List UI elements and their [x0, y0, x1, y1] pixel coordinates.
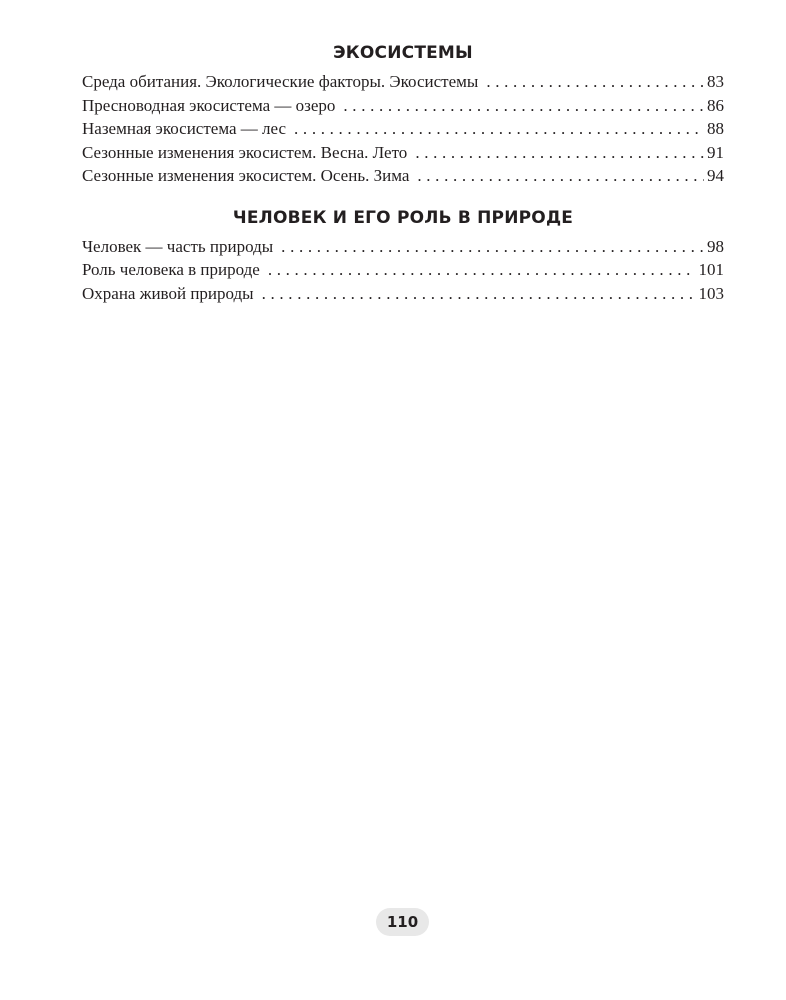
table-of-contents: [82, 38, 724, 305]
toc-entry-page: 88: [707, 119, 724, 138]
dot-leader: [417, 164, 704, 188]
toc-entry[interactable]: [82, 70, 724, 94]
dot-leader: [281, 235, 704, 259]
toc-entry[interactable]: [82, 94, 724, 118]
toc-entry-title: Сезонные изменения экосистем. Осень. Зима: [82, 166, 410, 185]
toc-entry-title: Роль человека в природе: [82, 260, 260, 279]
toc-entry-page: 101: [698, 260, 724, 279]
toc-entry-title: Сезонные изменения экосистем. Весна. Лето: [82, 142, 408, 162]
dot-leader: [268, 258, 696, 282]
toc-entry-page: 103: [698, 283, 724, 303]
dot-leader: [294, 117, 704, 141]
toc-entry[interactable]: [82, 258, 724, 282]
dot-leader: [415, 141, 704, 165]
toc-entry-page: 94: [707, 166, 724, 185]
toc-entry-page: 83: [707, 72, 724, 91]
toc-entry-page: 91: [707, 142, 724, 162]
toc-entry-title: Наземная экосистема — лес: [82, 119, 287, 138]
toc-entry[interactable]: [82, 117, 724, 141]
toc-entry-title: Охрана живой природы: [82, 283, 254, 303]
toc-entry[interactable]: [82, 141, 724, 165]
page-number-badge: 110: [376, 908, 429, 936]
toc-entry[interactable]: [82, 235, 724, 259]
toc-entry-page: 98: [707, 236, 724, 256]
dot-leader: [343, 94, 704, 118]
toc-entry-title: Человек — часть природы: [82, 236, 274, 256]
toc-entry-page: 86: [707, 95, 724, 115]
section-entries-human-role: [82, 235, 724, 306]
toc-entry[interactable]: [82, 282, 724, 306]
section-title-human-role: ЧЕЛОВЕК И ЕГО РОЛЬ В ПРИРОДЕ: [232, 207, 574, 228]
toc-entry-title: Среда обитания. Экологические факторы. Экосистемы: [82, 72, 479, 91]
dot-leader: [486, 70, 704, 94]
toc-entry[interactable]: [82, 164, 724, 188]
section-entries-ecosystems: [82, 70, 724, 188]
dot-leader: [262, 282, 696, 306]
section-title-ecosystems: ЭКОСИСТЕМЫ: [333, 43, 473, 63]
toc-entry-title: Пресноводная экосистема — озеро: [82, 95, 336, 115]
